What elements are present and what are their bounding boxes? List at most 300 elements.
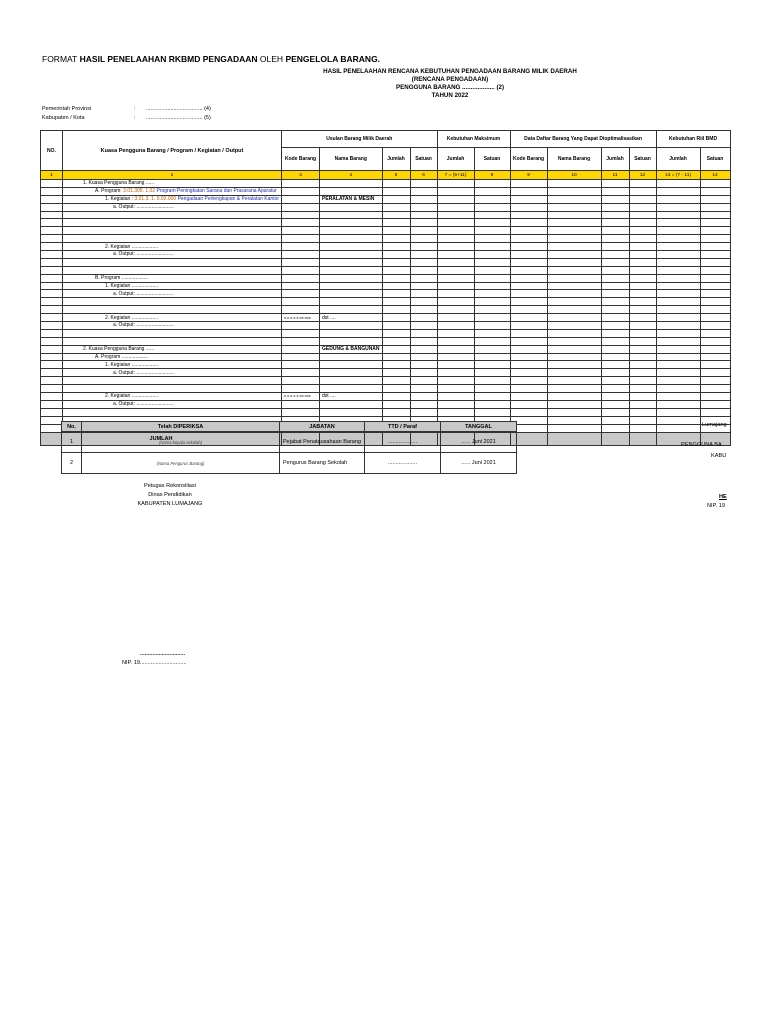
table-cell [656,345,700,353]
table-cell [382,187,410,195]
table-cell [437,322,474,330]
table-cell [320,274,383,282]
table-cell [437,314,474,322]
table-cell [510,306,547,314]
table-cell [700,329,730,337]
table-cell [282,243,320,251]
table-cell [601,385,629,393]
table-row [41,266,731,274]
table-cell [547,235,601,243]
table-cell [510,393,547,401]
table-row [41,211,731,219]
row-dots: ........................... [136,401,174,408]
table-cell [629,329,656,337]
table-cell [41,211,63,219]
table-cell [601,393,629,401]
program-name: Program Peningkatan Sarana dan Prasarana Aparatur [156,188,277,195]
table-header-row [41,131,731,148]
table-cell [656,322,700,330]
table-cell [282,322,320,330]
table-cell [629,377,656,385]
table-cell [382,274,410,282]
table-cell [474,219,510,227]
table-cell [547,251,601,259]
row-label: a. Output: [113,204,135,211]
table-cell [474,258,510,266]
table-cell [63,298,282,306]
table-cell [510,187,547,195]
table-cell [547,416,601,424]
header-line-2: (RENCANA PENGADAAN) [411,76,489,83]
table-cell [510,377,547,385]
table-cell [282,251,320,259]
table-cell [41,337,63,345]
table-cell [41,393,63,401]
table-cell [629,353,656,361]
table-cell [320,211,383,219]
table-cell [601,329,629,337]
sub-jumlah: Jumlah [382,148,410,171]
table-row [41,353,731,361]
table-cell [547,211,601,219]
table-cell [547,274,601,282]
table-cell [547,314,601,322]
table-cell [629,322,656,330]
table-cell [282,290,320,298]
table-cell [474,180,510,188]
table-cell [41,290,63,298]
table-cell [601,187,629,195]
table-cell [320,219,383,227]
table-cell [382,337,410,345]
col-num: 2 [63,171,282,180]
table-cell [601,314,629,322]
table-body [41,180,731,433]
table-cell [601,345,629,353]
table-cell [282,353,320,361]
table-cell [320,377,383,385]
table-cell [547,219,601,227]
row-dots: ........................... [136,369,174,376]
cell-text: dst .... [322,314,336,321]
table-cell [63,251,282,259]
table-cell [41,353,63,361]
table-cell [410,337,437,345]
table-cell [547,290,601,298]
petugas-line: Petugas Rekonsiliasi [144,483,196,489]
table-cell [474,227,510,235]
table-cell [63,408,282,416]
table-row [41,377,731,385]
table-cell [629,180,656,188]
table-cell [547,377,601,385]
table-cell [700,219,730,227]
table-cell [547,353,601,361]
table-cell [437,345,474,353]
table-cell [410,298,437,306]
table-cell [474,282,510,290]
col-num: 11 [601,171,629,180]
table-cell [656,258,700,266]
table-cell [601,369,629,377]
table-cell [282,393,320,401]
review-name: (Nama Pengurus Barang) [82,453,280,474]
table-row [41,195,731,203]
col-num: 4 [320,171,383,180]
table-cell [410,274,437,282]
table-cell [601,266,629,274]
table-cell [474,337,510,345]
table-cell [63,187,282,195]
table-cell [320,266,383,274]
review-ttd: ................... [364,432,440,453]
table-cell [547,227,601,235]
table-cell [41,314,63,322]
row-dots: ................... [131,243,159,250]
table-cell [63,258,282,266]
table-cell [382,219,410,227]
table-cell [320,393,383,401]
table-cell [63,282,282,290]
table-cell [63,203,282,211]
table-row [41,314,731,322]
table-cell [320,227,383,235]
table-cell [629,385,656,393]
table-cell [41,361,63,369]
table-cell [629,314,656,322]
table-cell [510,385,547,393]
row-label: a. Output: [113,290,135,297]
row-dots: ........................... [136,322,174,329]
table-cell [656,306,700,314]
col-kuasa: Kuasa Pengguna Barang / Program / Kegiatan / Output [63,131,282,171]
table-cell [63,306,282,314]
table-cell [41,369,63,377]
table-cell [63,227,282,235]
table-cell [656,377,700,385]
table-cell [601,251,629,259]
row-dots: ........................... [136,251,174,258]
table-cell [282,211,320,219]
table-cell [382,290,410,298]
table-cell [320,282,383,290]
table-cell [601,424,629,432]
table-cell [656,400,700,408]
row-label: B. Program [95,275,121,282]
table-cell [320,385,383,393]
table-cell [601,180,629,188]
table-cell [601,243,629,251]
table-cell [474,203,510,211]
table-cell [700,195,730,203]
table-cell [41,408,63,416]
petugas-line: KABUPATEN LUMAJANG [137,501,203,507]
sub-satuan: Satuan [410,148,437,171]
format-title-part: PENGELOLA BARANG. [285,54,381,64]
table-cell [700,258,730,266]
sub-satuan: Satuan [474,148,510,171]
table-cell [437,329,474,337]
table-cell [601,219,629,227]
table-cell [41,195,63,203]
row-label: A. Program [95,354,121,361]
table-cell [437,211,474,219]
table-cell [510,243,547,251]
table-cell [282,227,320,235]
table-cell [700,282,730,290]
table-cell [437,251,474,259]
table-cell [656,337,700,345]
table-cell [320,306,383,314]
table-cell [629,274,656,282]
cell-text: 1. Kuasa Pengguna Barang ...... [83,180,155,187]
table-cell [474,361,510,369]
review-col-ttd: TTD / Paraf [364,422,440,432]
col-usulan: Usulan Barang Milik Daerah [282,131,438,148]
table-cell [656,290,700,298]
right-signature-city: Lumajang [702,422,727,428]
table-cell [282,385,320,393]
table-cell [63,329,282,337]
table-cell [547,282,601,290]
table-cell [656,219,700,227]
table-cell [656,266,700,274]
table-row [41,243,731,251]
table-cell [510,361,547,369]
table-cell [320,298,383,306]
table-cell [410,251,437,259]
meta-value: ..................................... (5) [146,115,211,121]
table-cell [700,298,730,306]
table-cell [282,408,320,416]
table-cell [410,235,437,243]
meta-kabupaten [42,115,211,121]
table-cell [629,227,656,235]
table-cell [601,361,629,369]
column-number-row [41,171,731,180]
table-cell [629,361,656,369]
table-cell [510,329,547,337]
table-cell [700,211,730,219]
table-row [41,282,731,290]
table-cell [547,195,601,203]
table-cell [63,243,282,251]
table-cell [656,298,700,306]
col-num: 8 [474,171,510,180]
table-cell [282,361,320,369]
review-header-row [62,422,517,432]
table-cell [510,290,547,298]
table-cell [547,298,601,306]
table-cell [41,329,63,337]
table-cell [629,219,656,227]
table-cell [320,187,383,195]
table-cell [700,345,730,353]
table-cell [547,400,601,408]
cell-text: 2. Kuasa Pengguna Barang ...... [83,346,155,353]
table-cell [41,322,63,330]
table-cell [63,369,282,377]
row-label: a. Output: [113,401,135,408]
table-cell [41,400,63,408]
table-cell [282,187,320,195]
table-cell [700,385,730,393]
table-cell [41,274,63,282]
table-row [41,408,731,416]
table-cell [320,400,383,408]
row-dots: ........................... [136,204,174,211]
table-cell [382,251,410,259]
table-row [41,258,731,266]
table-cell [656,369,700,377]
table-cell [629,195,656,203]
format-title-part: HASIL PENELAAHAN RKBMD PENGADAAN [79,54,258,64]
bottom-signature-nip: NIP. 19.............................. [122,660,187,666]
sub-kode: Kode Barang [510,148,547,171]
table-cell [700,361,730,369]
table-cell [320,337,383,345]
table-cell [656,314,700,322]
table-cell [601,290,629,298]
sub-nama: Nama Barang [320,148,383,171]
table-cell [474,243,510,251]
table-cell [41,227,63,235]
table-cell [700,306,730,314]
table-cell [63,274,282,282]
review-row [62,432,517,453]
table-cell [510,322,547,330]
header-line-1: HASIL PENELAAHAN RENCANA KEBUTUHAN PENGADAAN BARANG MILIK DAERAH [323,68,577,75]
table-cell [656,227,700,235]
table-cell [63,211,282,219]
table-cell [41,266,63,274]
table-cell [656,393,700,401]
table-cell [547,408,601,416]
review-col-tanggal: TANGGAL [440,422,516,432]
petugas-line: Dinas Pendidikan [148,492,192,498]
col-num: 3 [282,171,320,180]
kegiatan-code: 3.01.3. 1. 0.02.000 [134,196,177,203]
meta-colon: : [134,115,136,121]
cell-text: PERALATAN & MESIN [322,196,375,203]
table-cell [510,282,547,290]
table-cell [437,282,474,290]
total-label: JUMLAH [41,432,282,445]
table-cell [410,385,437,393]
table-cell [474,187,510,195]
table-row [41,290,731,298]
table-cell [474,251,510,259]
table-cell [410,243,437,251]
table-cell [601,353,629,361]
table-cell [510,195,547,203]
table-cell [282,266,320,274]
table-cell [629,400,656,408]
table-cell [474,353,510,361]
table-cell [510,369,547,377]
table-cell [63,377,282,385]
table-cell [437,227,474,235]
row-label: a. Output: [113,251,135,258]
table-cell [41,219,63,227]
table-cell [320,243,383,251]
table-cell [410,322,437,330]
table-cell [382,266,410,274]
table-cell [474,266,510,274]
table-cell [510,314,547,322]
table-cell [547,369,601,377]
meta-label: Pemerintah Provinsi [42,106,92,112]
table-cell [410,282,437,290]
table-cell [382,393,410,401]
table-cell [700,393,730,401]
table-cell [629,306,656,314]
table-cell [601,408,629,416]
sub-kode: Kode Barang [282,148,320,171]
table-cell [410,180,437,188]
review-col-jabatan: JABATAN [280,422,365,432]
table-cell [410,345,437,353]
review-ttd: ................... [364,453,440,474]
table-cell [41,298,63,306]
table-cell [437,353,474,361]
table-cell [437,187,474,195]
table-cell [700,337,730,345]
table-cell [382,258,410,266]
table-cell [41,251,63,259]
table-cell [382,235,410,243]
col-kebutuhan-maks: Kebutuhan Maksimum [437,131,510,148]
table-cell [629,290,656,298]
row-label: a. Output: [113,369,135,376]
table-row [41,274,731,282]
table-cell [474,329,510,337]
table-cell [656,329,700,337]
table-cell [437,180,474,188]
table-cell [282,203,320,211]
table-cell [282,345,320,353]
table-cell [382,408,410,416]
table-cell [474,274,510,282]
table-cell [547,424,601,432]
table-cell [629,243,656,251]
table-row [41,329,731,337]
table-cell [601,258,629,266]
table-cell [629,345,656,353]
right-signature-kab: KABU [711,453,727,459]
table-cell [601,298,629,306]
table-cell [382,314,410,322]
table-cell [437,195,474,203]
table-cell [629,393,656,401]
table-cell [382,298,410,306]
table-cell [437,306,474,314]
table-cell [437,393,474,401]
col-num: 5 [382,171,410,180]
table-cell [629,251,656,259]
table-cell [510,219,547,227]
meta-colon: : [134,106,136,112]
table-row [41,306,731,314]
row-dots: ................... [131,361,159,368]
cell-text: x.x.x.x.x.xx.xxx [284,314,311,320]
table-cell [601,306,629,314]
table-cell [656,251,700,259]
right-signature-nip: NIP. 19 [707,503,725,509]
row-dots: ................... [131,393,159,400]
table-cell [601,377,629,385]
program-code: 3.01.305. 1.02 [123,188,156,195]
